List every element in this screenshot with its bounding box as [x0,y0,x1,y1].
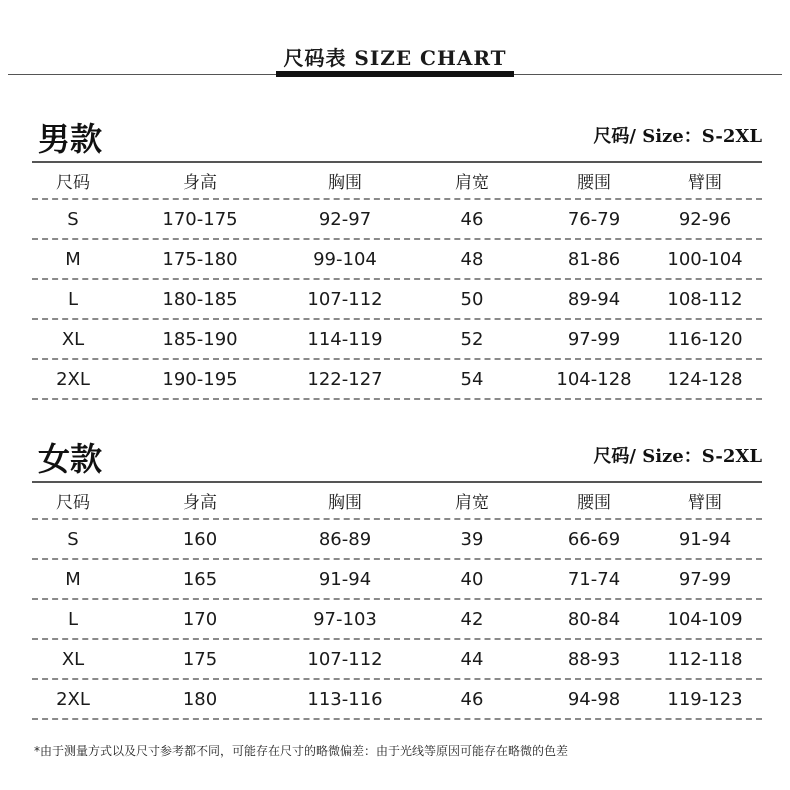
column-header-waist: 腰围 [577,172,611,193]
arm-cell: 119-123 [667,688,743,710]
men-table-header-row [32,162,762,200]
women-section-title: 女款 [38,440,103,478]
men-size-range: 尺码/ Size：S-2XL [593,126,762,147]
waist-cell: 88-93 [567,648,621,670]
chest-cell: 91-94 [318,568,372,590]
women-table-header-row [32,482,762,520]
chest-cell: 114-119 [307,328,383,350]
shoulder-cell: 40 [460,568,484,590]
header-accent-bar [276,71,514,77]
height-cell: 180 [182,688,218,710]
shoulder-cell: 48 [460,248,484,270]
shoulder-cell: 42 [460,608,484,630]
column-header-shoulder: 肩宽 [455,492,489,513]
column-header-size: 尺码 [56,172,90,193]
height-cell: 160 [182,528,218,550]
waist-cell: 80-84 [567,608,621,630]
height-cell: 175-180 [162,248,238,270]
table-row [32,640,762,680]
women-size-section [32,428,762,720]
arm-cell: 100-104 [667,248,743,270]
shoulder-cell: 44 [460,648,484,670]
size-cell: 2XL [56,368,90,390]
chest-cell: 122-127 [307,368,383,390]
chest-cell: 97-103 [313,608,377,630]
arm-cell: 116-120 [667,328,743,350]
shoulder-cell: 52 [460,328,484,350]
waist-cell: 76-79 [567,208,621,230]
column-header-chest: 胸围 [328,492,362,513]
women-section-header [32,428,762,482]
column-header-height: 身高 [183,492,217,513]
size-cell: XL [61,648,85,670]
table-row [32,240,762,280]
chest-cell: 92-97 [318,208,372,230]
waist-cell: 81-86 [567,248,621,270]
arm-cell: 97-99 [678,568,732,590]
shoulder-cell: 39 [460,528,484,550]
column-header-chest: 胸围 [328,172,362,193]
shoulder-cell: 46 [460,688,484,710]
page-title: 尺码表 SIZE CHART [283,46,507,70]
arm-cell: 104-109 [667,608,743,630]
table-row [32,600,762,640]
height-cell: 180-185 [162,288,238,310]
men-section-header [32,108,762,162]
height-cell: 190-195 [162,368,238,390]
women-section-divider [32,481,762,483]
chest-cell: 99-104 [313,248,377,270]
men-size-section [32,108,762,400]
waist-cell: 97-99 [567,328,621,350]
page-header [0,40,790,80]
column-header-arm: 臂围 [688,172,722,193]
waist-cell: 94-98 [567,688,621,710]
table-row [32,680,762,720]
arm-cell: 112-118 [667,648,743,670]
size-cell: L [67,608,79,630]
size-cell: S [67,528,79,550]
height-cell: 170 [182,608,218,630]
column-header-arm: 臂围 [688,492,722,513]
footnote: *由于测量方式以及尺寸参考都不同，可能存在尺寸的略微偏差：由于光线等原因可能存在略微的色差 [34,744,569,758]
waist-cell: 66-69 [567,528,621,550]
shoulder-cell: 54 [460,368,484,390]
men-section-title: 男款 [38,120,103,158]
waist-cell: 89-94 [567,288,621,310]
height-cell: 170-175 [162,208,238,230]
chest-cell: 86-89 [318,528,372,550]
waist-cell: 71-74 [567,568,621,590]
shoulder-cell: 46 [460,208,484,230]
table-row [32,280,762,320]
size-cell: 2XL [56,688,90,710]
arm-cell: 92-96 [678,208,732,230]
table-row [32,560,762,600]
height-cell: 175 [182,648,218,670]
column-header-height: 身高 [183,172,217,193]
women-size-range: 尺码/ Size：S-2XL [593,446,762,467]
table-row [32,520,762,560]
size-cell: M [65,248,81,270]
height-cell: 185-190 [162,328,238,350]
table-row [32,360,762,400]
chest-cell: 113-116 [307,688,383,710]
arm-cell: 124-128 [667,368,743,390]
size-cell: L [67,288,79,310]
men-section-divider [32,161,762,163]
chest-cell: 107-112 [307,288,383,310]
column-header-waist: 腰围 [577,492,611,513]
table-row [32,320,762,360]
column-header-size: 尺码 [56,492,90,513]
chest-cell: 107-112 [307,648,383,670]
shoulder-cell: 50 [460,288,484,310]
table-row [32,200,762,240]
size-cell: S [67,208,79,230]
size-cell: M [65,568,81,590]
size-cell: XL [61,328,85,350]
waist-cell: 104-128 [556,368,632,390]
column-header-shoulder: 肩宽 [455,172,489,193]
arm-cell: 108-112 [667,288,743,310]
height-cell: 165 [182,568,218,590]
arm-cell: 91-94 [678,528,732,550]
